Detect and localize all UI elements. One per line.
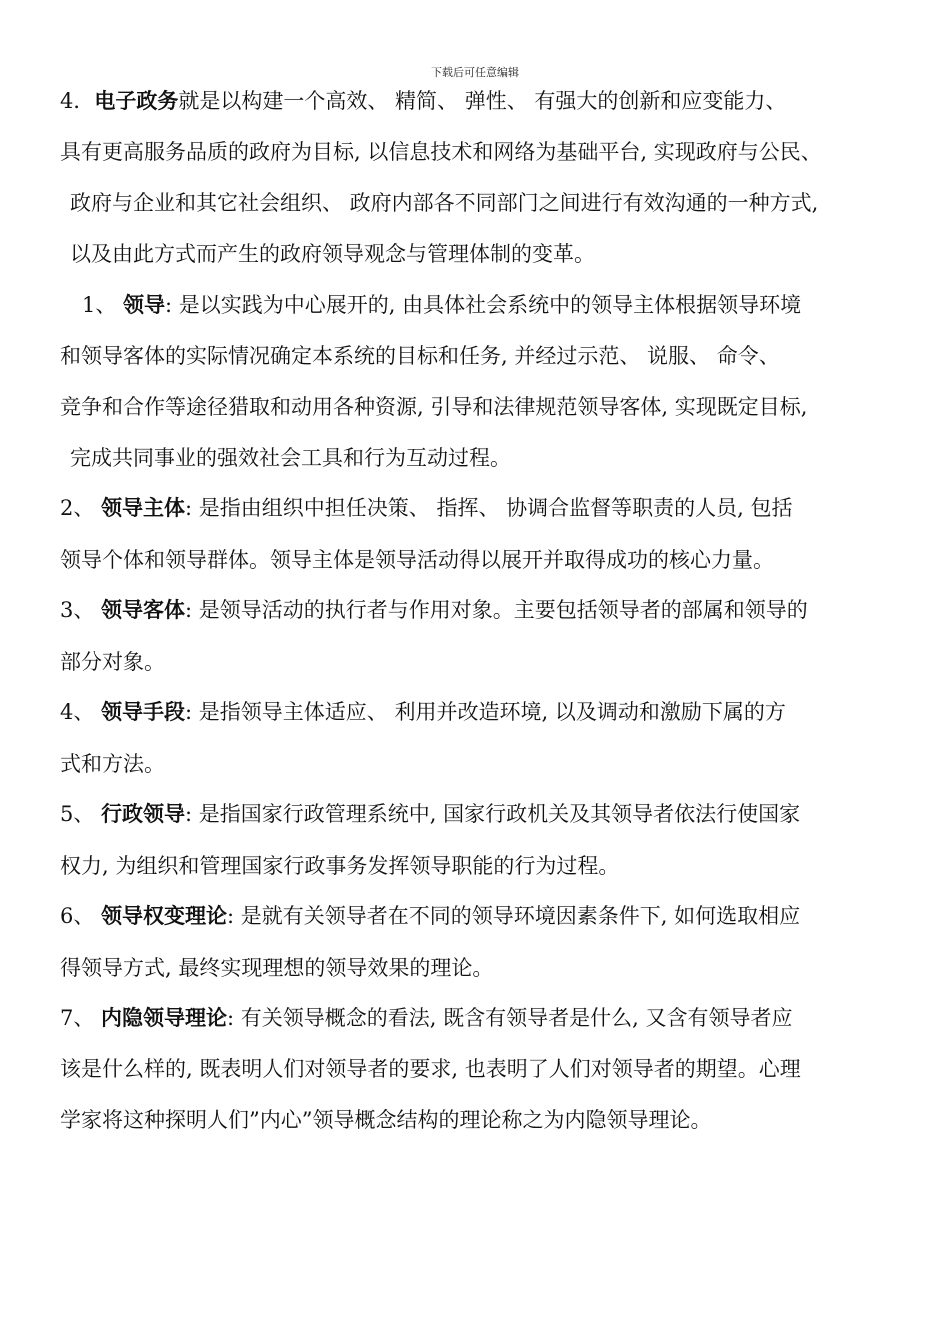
item-number: 5、: [60, 802, 102, 826]
definition-text: : 是领导活动的执行者与作用对象。主要包括领导者的部属和领导的: [185, 598, 808, 622]
paragraph-line: 完成共同事业的强效社会工具和行为互动过程。: [70, 446, 511, 470]
term-heading: 行政领导: [101, 801, 186, 826]
header-note: 下载后可任意编辑: [431, 66, 519, 79]
term-heading: 内隐领导理论: [101, 1005, 228, 1030]
paragraph-line: 部分对象。: [60, 650, 165, 674]
definition-text: : 是以实践为中心展开的, 由具体社会系统中的领导主体根据领导环境: [165, 293, 802, 317]
paragraph-line: [82, 290, 801, 320]
term-heading: 电子政务: [94, 88, 179, 113]
paragraph-line: 竞争和合作等途径猎取和动用各种资源, 引导和法律规范领导客体, 实现既定目标,: [60, 395, 808, 419]
term-heading: 领导主体: [101, 495, 186, 520]
definition-text: : 是就有关领导者在不同的领导环境因素条件下, 如何选取相应: [227, 904, 801, 928]
paragraph-line: 权力, 为组织和管理国家行政事务发挥领导职能的行为过程。: [60, 854, 620, 878]
paragraph-line: 以及由此方式而产生的政府领导观念与管理体制的变革。: [70, 242, 595, 266]
paragraph-line: [60, 799, 800, 829]
item-number: 3、: [60, 598, 102, 622]
item-number: 2、: [60, 496, 102, 520]
paragraph-line: [60, 1003, 793, 1033]
paragraph-line: 和领导客体的实际情况确定本系统的目标和任务, 并经过示范、 说服、 命令、: [60, 344, 780, 368]
paragraph-line: 领导个体和领导群体。领导主体是领导活动得以展开并取得成功的核心力量。: [60, 548, 774, 572]
definition-text: 就是以构建一个高效、 精简、 弹性、 有强大的创新和应变能力、: [178, 89, 787, 113]
paragraph-line: 具有更高服务品质的政府为目标, 以信息技术和网络为基础平台, 实现政府与公民、: [60, 140, 822, 164]
item-number: 1、: [82, 293, 124, 317]
paragraph-line: 式和方法。: [60, 752, 165, 776]
definition-text: : 有关领导概念的看法, 既含有领导者是什么, 又含有领导者应: [227, 1006, 793, 1030]
term-heading: 领导权变理论: [101, 903, 228, 928]
term-heading: 领导: [123, 292, 166, 317]
definition-text: : 是指领导主体适应、 利用并改造环境, 以及调动和激励下属的方: [185, 700, 786, 724]
item-number: 4．: [60, 89, 95, 113]
paragraph-line: [60, 493, 793, 523]
term-heading: 领导客体: [101, 597, 186, 622]
paragraph-line: [60, 697, 786, 727]
paragraph-line: 得领导方式, 最终实现理想的领导效果的理论。: [60, 956, 494, 980]
definition-text: : 是指国家行政管理系统中, 国家行政机关及其领导者依法行使国家: [185, 802, 801, 826]
paragraph-line: 政府与企业和其它社会组织、 政府内部各不同部门之间进行有效沟通的一种方式,: [70, 191, 819, 215]
definition-text: : 是指由组织中担任决策、 指挥、 协调合监督等职责的人员, 包括: [185, 496, 793, 520]
paragraph-line: 该是什么样的, 既表明人们对领导者的要求, 也表明了人们对领导者的期望。心理: [60, 1057, 801, 1081]
term-heading: 领导手段: [101, 699, 186, 724]
paragraph-line: [60, 595, 808, 625]
item-number: 6、: [60, 904, 102, 928]
item-number: 7、: [60, 1006, 102, 1030]
item-number: 4、: [60, 700, 102, 724]
paragraph-line: [60, 86, 786, 116]
paragraph-line: 学家将这种探明人们”内心”领导概念结构的理论称之为内隐领导理论。: [60, 1108, 712, 1132]
paragraph-line: [60, 901, 800, 931]
